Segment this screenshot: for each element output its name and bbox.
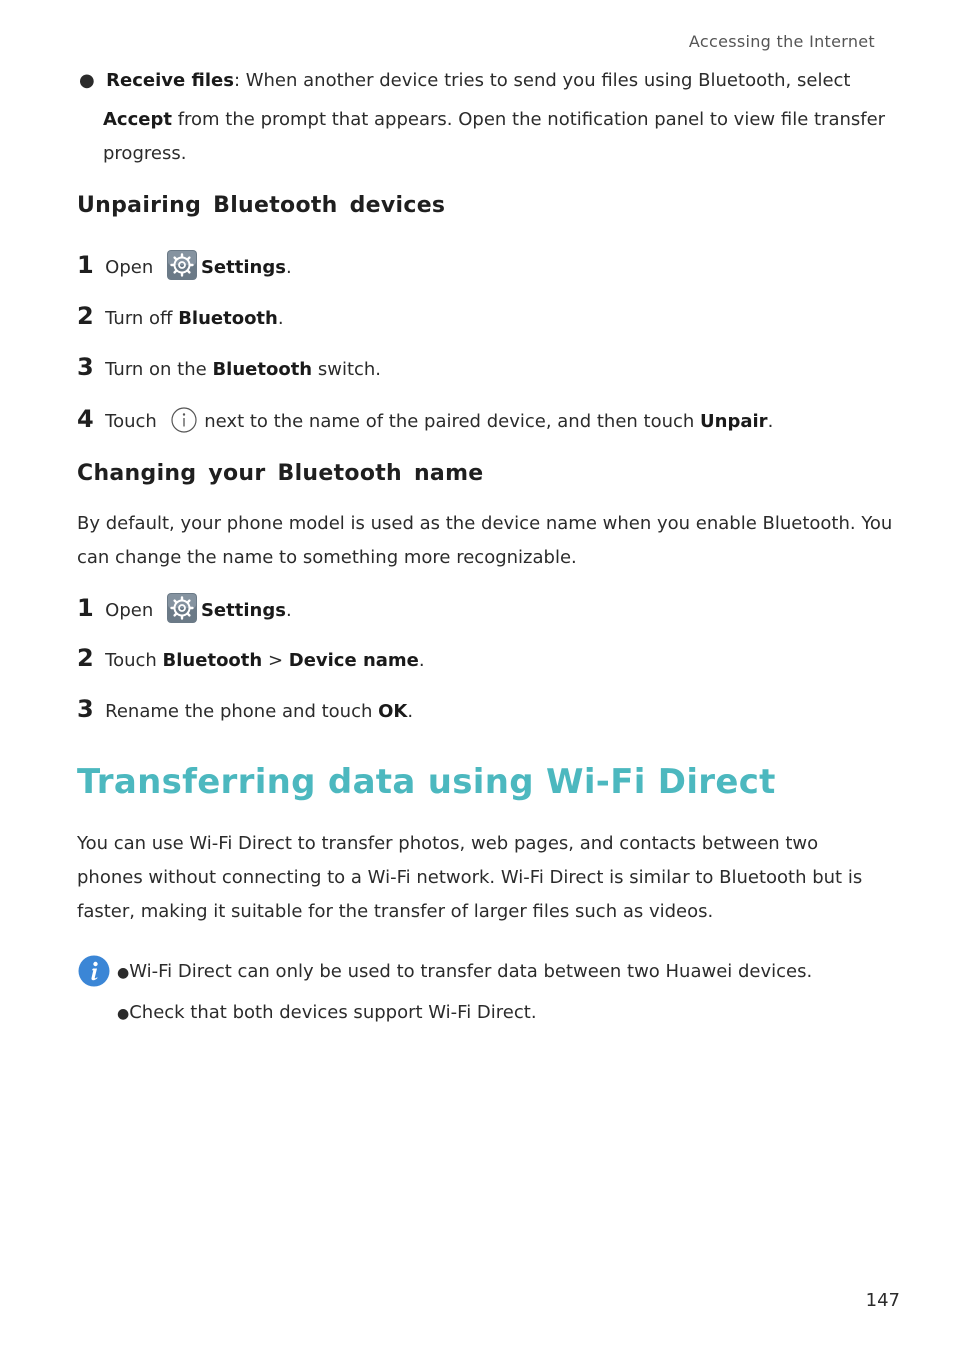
step-text: Touch xyxy=(105,650,163,671)
receive-files-text2: from the prompt that appears. Open the notification panel to view file transfer xyxy=(171,109,886,130)
note-item-2 xyxy=(117,996,537,1031)
unpair-step-3 xyxy=(77,353,381,384)
step-text: . xyxy=(285,600,292,621)
step-text: Touch xyxy=(105,411,163,432)
note-item-1 xyxy=(117,955,812,990)
step-text: . xyxy=(285,257,292,278)
settings-icon xyxy=(167,593,197,623)
receive-files-line3: progress. xyxy=(103,143,187,164)
rename-step-2 xyxy=(77,644,425,675)
note-text: Wi-Fi Direct can only be used to transfer data between two Huawei devices. xyxy=(129,961,813,982)
note-info-icon xyxy=(78,955,110,991)
step-text: . xyxy=(418,650,425,671)
info-icon xyxy=(171,407,197,433)
device-name-label: Device name xyxy=(288,650,419,671)
step-number: 3 xyxy=(77,695,94,723)
settings-label: Settings xyxy=(200,257,286,278)
step-number: 1 xyxy=(77,594,94,622)
step-number: 2 xyxy=(77,644,94,672)
unpair-step-1 xyxy=(77,250,292,282)
note-text: Check that both devices support Wi-Fi Direct. xyxy=(129,1002,537,1023)
rename-step-3 xyxy=(77,695,413,726)
step-separator: > xyxy=(262,650,289,671)
step-text: . xyxy=(277,308,284,329)
rename-para-line2: can change the name to something more recognizable. xyxy=(77,547,577,568)
accept-label: Accept xyxy=(103,109,172,130)
step-text: Turn on the xyxy=(105,359,213,380)
unpair-label: Unpair xyxy=(700,411,768,432)
step-text: . xyxy=(767,411,774,432)
wifi-direct-heading: Transferring data using Wi-Fi Direct xyxy=(77,762,776,802)
step-text: . xyxy=(407,701,414,722)
bullet-dot: ● xyxy=(79,70,95,91)
running-header: Accessing the Internet xyxy=(688,32,875,51)
bluetooth-label: Bluetooth xyxy=(212,359,313,380)
bluetooth-label: Bluetooth xyxy=(178,308,278,329)
rename-step-1 xyxy=(77,593,292,625)
step-text: Rename the phone and touch xyxy=(105,701,379,722)
rename-para-line1: By default, your phone model is used as the device name when you enable Bluetooth. You xyxy=(77,513,893,534)
receive-files-text: : When another device tries to send you files using Bluetooth, select xyxy=(233,70,851,91)
step-text: Turn off xyxy=(105,308,179,329)
wifi-para-line3: faster, making it suitable for the transfer of larger files such as videos. xyxy=(77,901,714,922)
step-text: switch. xyxy=(312,359,382,380)
settings-label: Settings xyxy=(200,600,286,621)
page-number: 147 xyxy=(865,1290,900,1311)
step-number: 3 xyxy=(77,353,94,381)
bluetooth-label: Bluetooth xyxy=(162,650,263,671)
step-number: 2 xyxy=(77,302,94,330)
bullet-dot: ● xyxy=(117,1006,130,1022)
wifi-para-line1: You can use Wi-Fi Direct to transfer photos, web pages, and contacts between two xyxy=(77,833,819,854)
unpair-step-2 xyxy=(77,302,284,333)
wifi-para-line2: phones without connecting to a Wi-Fi network. Wi-Fi Direct is similar to Bluetooth but is xyxy=(77,867,863,888)
receive-files-line2 xyxy=(103,103,885,137)
step-text: next to the name of the paired device, and then touch xyxy=(198,411,701,432)
unpair-heading: Unpairing Bluetooth devices xyxy=(77,193,446,218)
bullet-dot: ● xyxy=(117,965,130,981)
unpair-step-4 xyxy=(77,405,773,436)
step-text: Open xyxy=(105,257,159,278)
step-text: Open xyxy=(105,600,159,621)
settings-icon xyxy=(167,250,197,280)
rename-heading: Changing your Bluetooth name xyxy=(77,461,484,486)
step-number: 4 xyxy=(77,405,94,433)
bullet-receive-files xyxy=(79,64,850,98)
ok-label: OK xyxy=(378,701,408,722)
step-number: 1 xyxy=(77,251,94,279)
receive-files-label: Receive files xyxy=(106,70,234,91)
